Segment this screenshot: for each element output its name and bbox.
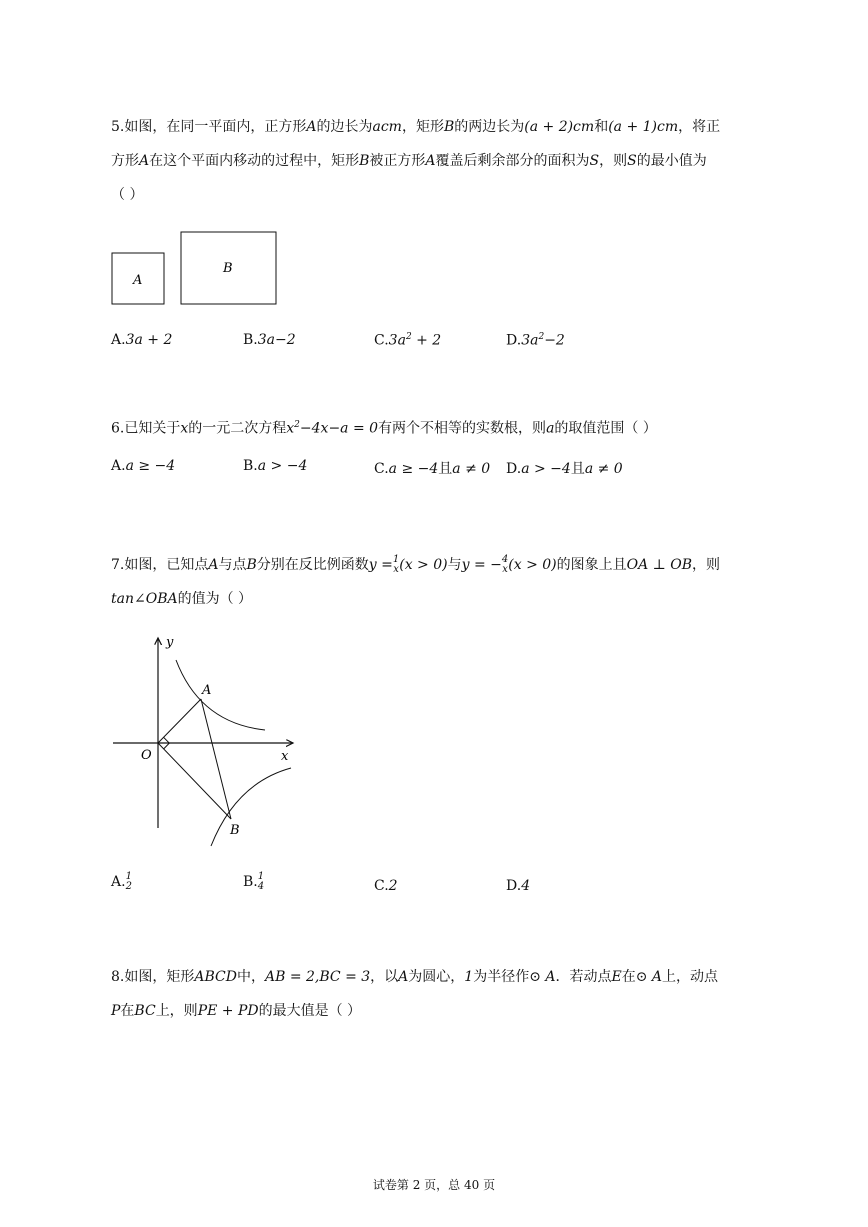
q5-option-c[interactable]: $C.3a^2 + 2$ <box>374 332 442 349</box>
segment-ab <box>201 699 231 819</box>
q6-option-d[interactable]: D.a > −4且a ≠ 0 <box>506 461 623 477</box>
q5-option-b[interactable]: B.3a−2 <box>243 332 296 348</box>
q6-option-b[interactable]: B.a > −4 <box>243 458 308 474</box>
curve-y-1-over-x <box>176 660 265 730</box>
f2-fraction: 4 x <box>501 554 509 575</box>
q5-option-a[interactable]: A.3a + 2 <box>111 332 173 348</box>
segment-ob <box>158 743 231 819</box>
q6-option-c[interactable]: C.a ≥ −4且a ≠ 0 <box>374 461 491 477</box>
q5-line2: 方形A在这个平面内移动的过程中，矩形B被正方形A覆盖后剩余部分的面积为S，则S的最小值为 <box>111 153 707 169</box>
q7-line2: tan∠OBA的值为（ ） <box>111 591 253 607</box>
question-5 <box>111 110 761 212</box>
square-a-label: A <box>133 273 143 288</box>
q6-options <box>111 458 761 482</box>
q8-line1: 8.如图，矩形ABCD中，AB = 2,BC = 3，以A为圆心，1为半径作⊙ A．若动点E在⊙ A上，动点 <box>111 969 719 985</box>
q7-option-a[interactable]: A. 1 2 <box>111 871 132 892</box>
q5-option-d[interactable]: $D.3a^2-2$ <box>506 332 565 349</box>
label-x: x <box>281 749 289 764</box>
question-6: 6.已知关于x的一元二次方程$x^2-4x-a = 0$有两个不相等的实数根，则a的取值范围（ ） <box>111 420 657 437</box>
q5-options <box>111 332 761 356</box>
segment-oa <box>158 699 201 743</box>
q7-option-b[interactable]: B. 1 4 <box>243 871 265 892</box>
rectangle-b-label: B <box>223 261 233 276</box>
q7-figure <box>108 628 308 853</box>
q7-options <box>111 872 761 902</box>
curve-y-neg-4-over-x <box>211 768 291 846</box>
q7-line1: 7.如图，已知点A与点B分别在反比例函数y = 1 x (x > 0)与y = − 4 x (x > 0)的图象上且OA ⊥ OB，则 <box>111 554 721 575</box>
q7-option-d[interactable]: D.4 <box>506 878 531 894</box>
question-8 <box>111 960 761 1028</box>
label-a: A <box>202 683 212 698</box>
q7-option-c[interactable]: C.2 <box>374 878 398 894</box>
q5-line3: （ ） <box>111 187 144 203</box>
q8-line2: P在BC上，则PE + PD的最大值是（ ） <box>111 1003 362 1019</box>
q6-option-a[interactable]: A.a ≥ −4 <box>111 458 176 474</box>
q5-figure <box>108 228 283 310</box>
page-footer: 试卷第 2 页，总 40 页 <box>372 1178 496 1192</box>
question-7 <box>111 548 761 616</box>
f1-fraction: 1 x <box>392 554 400 575</box>
label-b: B <box>230 823 240 838</box>
q5-line1: 5.如图，在同一平面内，正方形A的边长为acm，矩形B的两边长为(a + 2)cm和(a + 1)cm，将正 <box>111 119 721 135</box>
label-o: O <box>141 748 152 763</box>
label-y: y <box>166 635 174 650</box>
